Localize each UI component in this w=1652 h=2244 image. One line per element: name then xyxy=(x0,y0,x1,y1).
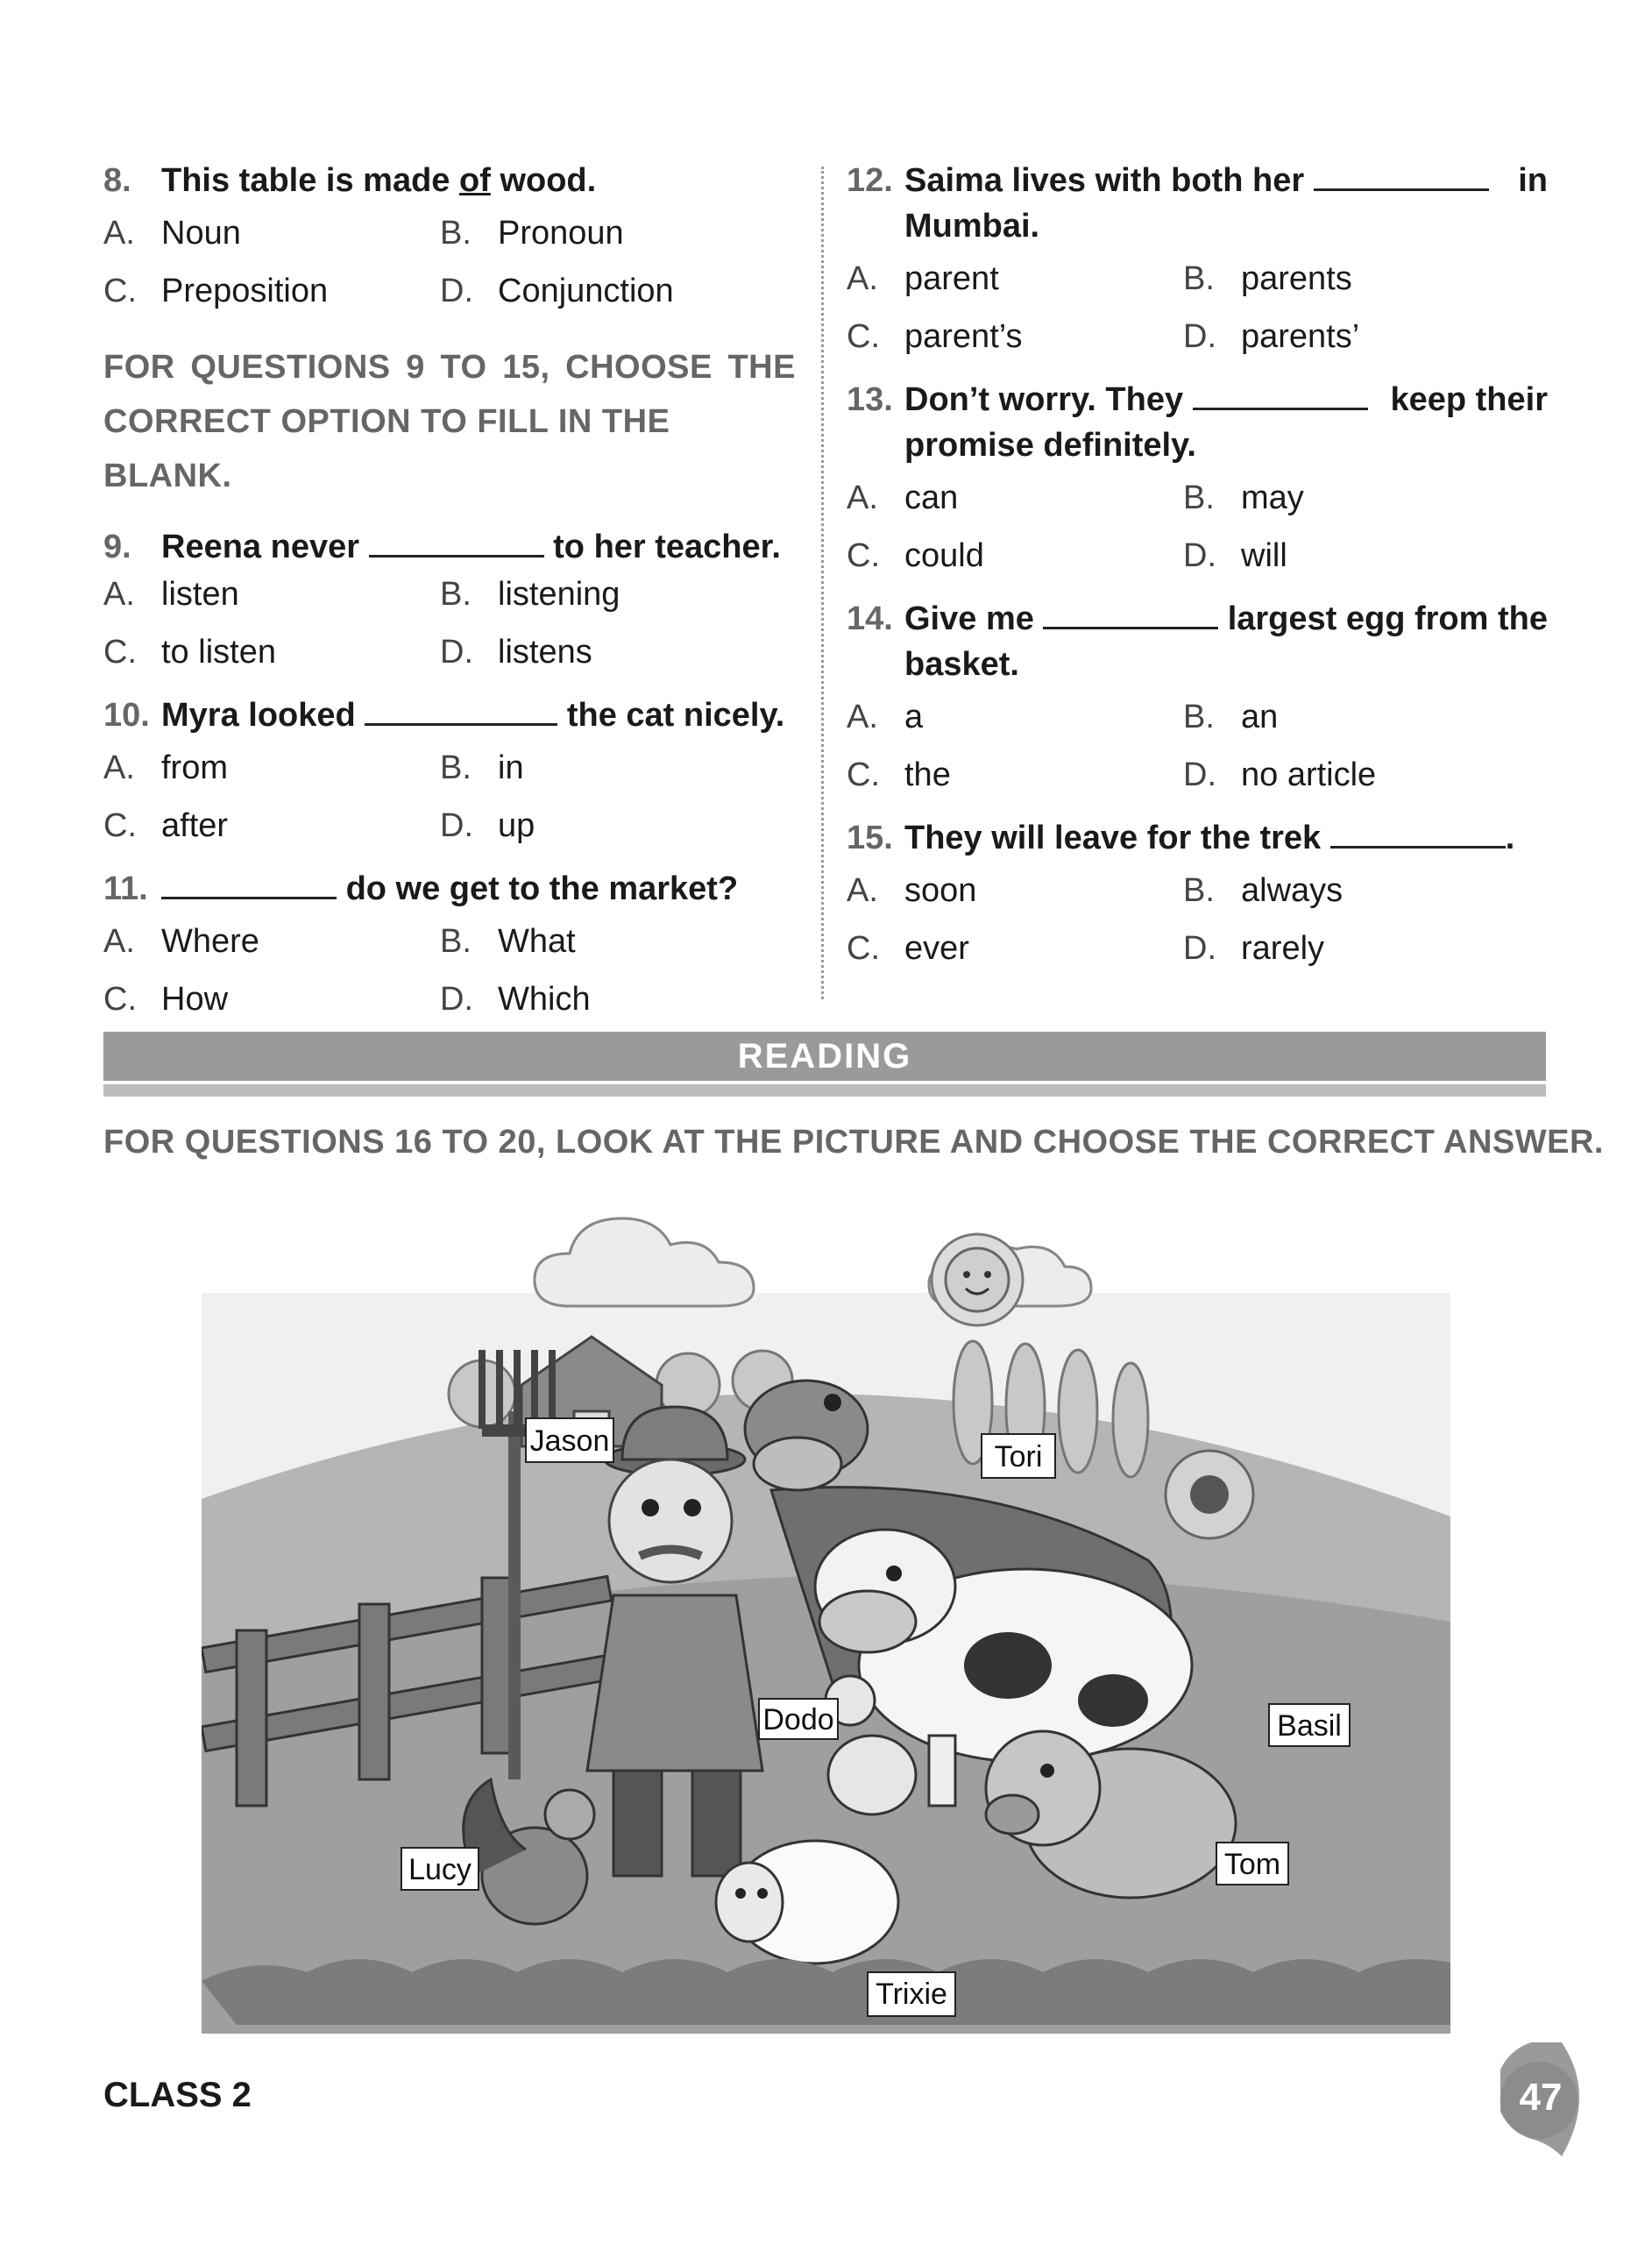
farm-picture xyxy=(202,1210,1450,2034)
label-trixie xyxy=(868,1972,955,2016)
option-c[interactable]: C. to listen xyxy=(103,634,276,671)
label-basil xyxy=(1269,1704,1350,1746)
option-a[interactable]: A. soon xyxy=(847,872,977,909)
question-9: 9. Reena never to her teacher. xyxy=(103,524,796,570)
options-13 xyxy=(847,477,1548,577)
option-c[interactable]: C. the xyxy=(847,756,951,793)
answer-blank[interactable] xyxy=(161,870,337,899)
question-text: This table is made xyxy=(161,162,450,199)
sun-icon xyxy=(932,1234,1023,1325)
question-number: 8. xyxy=(103,162,131,199)
label-dodo xyxy=(759,1699,838,1739)
svg-text:Basil: Basil xyxy=(1277,1709,1342,1743)
option-b[interactable]: B. may xyxy=(1183,479,1304,516)
question-10: 10. Myra looked the cat nicely. xyxy=(103,692,796,738)
option-a[interactable]: A. parent xyxy=(847,260,999,297)
sunflower-icon xyxy=(1166,1451,1253,1538)
answer-blank[interactable] xyxy=(1330,820,1506,849)
option-a[interactable]: A. Where xyxy=(103,923,259,960)
svg-text:Trixie: Trixie xyxy=(876,1978,947,2011)
option-c[interactable]: C. ever xyxy=(847,930,969,967)
option-b[interactable]: B. parents xyxy=(1183,260,1352,297)
question-number: 14. xyxy=(847,600,893,637)
option-a[interactable]: A. listen xyxy=(103,576,239,613)
svg-text:Jason: Jason xyxy=(529,1424,610,1458)
options-10 xyxy=(103,747,796,847)
option-d[interactable]: D. Which xyxy=(440,981,591,1018)
options-12 xyxy=(847,258,1548,358)
page-number: 47 xyxy=(1519,2076,1563,2119)
label-tori xyxy=(982,1434,1055,1478)
question-number: 13. xyxy=(847,381,893,418)
option-c[interactable]: C. parent’s xyxy=(847,318,1023,355)
option-d[interactable]: D. parents’ xyxy=(1183,318,1360,355)
label-tom xyxy=(1216,1843,1288,1885)
underlined-word: of xyxy=(459,162,491,199)
options-15 xyxy=(847,870,1548,969)
question-12: 12. Saima lives with both her in Mumbai. xyxy=(847,158,1548,249)
options-9 xyxy=(103,573,796,673)
option-c[interactable]: C. Preposition xyxy=(103,273,329,309)
question-13: 13. Don’t worry. They keep their promise definitely. xyxy=(847,377,1548,468)
option-c[interactable]: C. How xyxy=(103,981,229,1018)
reading-instruction: FOR QUESTIONS 16 TO 20, LOOK AT THE PICTURE AND CHOOSE THE CORRECT ANSWER. xyxy=(103,1124,1604,1161)
option-b[interactable]: B. always xyxy=(1183,872,1344,909)
svg-text:Tori: Tori xyxy=(994,1440,1043,1474)
reading-section-header: READING xyxy=(103,1032,1546,1081)
option-d[interactable]: D. will xyxy=(1183,537,1287,574)
option-d[interactable]: D. Conjunction xyxy=(440,273,674,309)
question-number: 9. xyxy=(103,529,131,565)
label-jason xyxy=(526,1418,613,1462)
options-14 xyxy=(847,696,1548,796)
question-number: 10. xyxy=(103,697,150,734)
left-column xyxy=(103,158,796,1020)
option-c[interactable]: C. could xyxy=(847,537,984,574)
answer-blank[interactable] xyxy=(369,529,544,557)
instruction-9-15 xyxy=(103,340,796,503)
option-a[interactable]: A. a xyxy=(847,699,924,735)
option-b[interactable]: B. in xyxy=(440,749,524,786)
right-column xyxy=(847,158,1548,969)
footer-class-label: CLASS 2 xyxy=(103,2076,252,2114)
options-11 xyxy=(103,920,796,1020)
question-number: 11. xyxy=(103,870,148,907)
svg-text:Lucy: Lucy xyxy=(408,1853,471,1886)
options-8 xyxy=(103,212,796,312)
option-d[interactable]: D. rarely xyxy=(1183,930,1325,967)
answer-blank[interactable] xyxy=(1193,381,1368,410)
option-b[interactable]: B. Pronoun xyxy=(440,215,624,252)
column-divider xyxy=(821,167,824,999)
option-b[interactable]: B. What xyxy=(440,923,576,960)
section-header-underline xyxy=(103,1084,1546,1097)
svg-text:Tom: Tom xyxy=(1223,1848,1281,1881)
question-number: 15. xyxy=(847,820,893,856)
instruction-line-2: CORRECT OPTION TO FILL IN THE BLANK. xyxy=(103,403,670,494)
question-15: 15. They will leave for the trek . xyxy=(847,815,1548,861)
question-number: 12. xyxy=(847,162,893,199)
option-b[interactable]: B. an xyxy=(1183,699,1279,735)
question-text-end: wood. xyxy=(500,162,597,199)
option-a[interactable]: A. Noun xyxy=(103,215,241,252)
question-14: 14. Give me largest egg from the basket. xyxy=(847,596,1548,687)
option-b[interactable]: B. listening xyxy=(440,576,620,613)
label-lucy xyxy=(401,1848,479,1890)
question-8 xyxy=(103,158,796,203)
option-c[interactable]: C. after xyxy=(103,807,229,844)
option-d[interactable]: D. up xyxy=(440,807,535,844)
option-a[interactable]: A. from xyxy=(103,749,228,786)
question-11: 11. do we get to the market? xyxy=(103,866,796,912)
answer-blank[interactable] xyxy=(1314,162,1489,191)
option-d[interactable]: D. listens xyxy=(440,634,592,671)
svg-text:Dodo: Dodo xyxy=(762,1703,834,1736)
instruction-line-1: FOR QUESTIONS 9 TO 15, CHOOSE THE xyxy=(103,349,796,386)
answer-blank[interactable] xyxy=(365,697,557,726)
option-d[interactable]: D. no article xyxy=(1183,756,1377,793)
option-a[interactable]: A. can xyxy=(847,479,959,516)
answer-blank[interactable] xyxy=(1043,600,1218,629)
